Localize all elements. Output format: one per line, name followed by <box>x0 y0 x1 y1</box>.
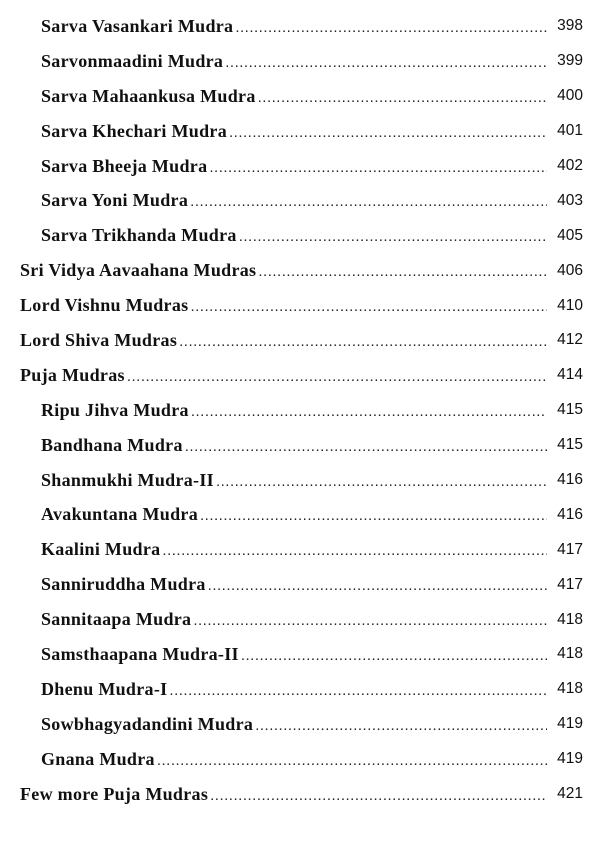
toc-entry[interactable] <box>0 672 600 707</box>
toc-entry-page-number: 418 <box>557 680 583 698</box>
toc-entry-page-number: 415 <box>557 436 583 454</box>
toc-entry-page-number: 401 <box>557 122 583 140</box>
toc-entry-page-number: 402 <box>557 157 583 174</box>
toc-entry[interactable] <box>0 79 600 114</box>
dot-leader <box>255 717 547 734</box>
dot-leader <box>179 333 547 350</box>
toc-entry-title: Sarva Yoni Mudra <box>41 190 189 211</box>
toc-entry-page-number: 417 <box>557 540 583 558</box>
toc-entry[interactable] <box>0 323 600 358</box>
toc-entry-title: Sarva Bheeja Mudra <box>41 155 208 176</box>
toc-entry[interactable] <box>0 114 600 149</box>
dot-leader <box>229 124 547 141</box>
dot-leader <box>241 647 547 664</box>
toc-entry-page-number: 416 <box>557 471 583 489</box>
toc-entry-title: Lord Shiva Mudras <box>20 329 178 350</box>
toc-entry[interactable] <box>0 707 600 742</box>
dot-leader <box>216 473 547 490</box>
toc-entry-title: Sarva Khechari Mudra <box>41 120 227 141</box>
toc-entry[interactable] <box>0 183 600 218</box>
dot-leader <box>210 787 547 804</box>
toc-entry-title: Puja Mudras <box>20 364 125 385</box>
toc-entry-page-number: 412 <box>557 331 583 349</box>
toc-entry-title: Bandhana Mudra <box>41 434 183 455</box>
toc-entry-title: Gnana Mudra <box>41 748 155 769</box>
toc-entry[interactable] <box>0 149 600 184</box>
toc-entry-title: Avakuntana Mudra <box>41 504 198 525</box>
dot-leader <box>193 612 547 629</box>
toc-entry-title: Sri Vidya Aavaahana Mudras <box>20 260 257 281</box>
toc-entry-page-number: 418 <box>557 610 583 628</box>
toc-entry-title: Sarva Vasankari Mudra <box>41 15 234 36</box>
toc-entry[interactable] <box>0 602 600 637</box>
toc-entry-page-number: 418 <box>557 645 583 663</box>
toc-entry-title: Kaalini Mudra <box>41 539 161 560</box>
toc-entry-title: Sarvonmaadini Mudra <box>41 50 224 71</box>
toc-entry[interactable] <box>0 253 600 288</box>
dot-leader <box>127 368 547 385</box>
dot-leader <box>258 89 547 106</box>
toc-entry-title: Few more Puja Mudras <box>20 783 209 804</box>
toc-entry[interactable] <box>0 497 600 532</box>
toc-entry[interactable] <box>0 428 600 463</box>
toc-entry-page-number: 410 <box>557 296 583 314</box>
dot-leader <box>157 752 547 769</box>
toc-entry[interactable] <box>0 567 600 602</box>
toc-entry-page-number: 403 <box>557 191 583 209</box>
toc-entry-page-number: 419 <box>557 750 583 768</box>
dot-leader <box>185 438 547 455</box>
toc-entry-page-number: 405 <box>557 226 583 244</box>
dot-leader <box>169 682 547 699</box>
toc-entry[interactable] <box>0 637 600 672</box>
toc-entry[interactable] <box>0 218 600 253</box>
toc-entry-page-number: 400 <box>557 87 583 105</box>
dot-leader <box>191 403 547 420</box>
table-of-contents <box>0 9 600 811</box>
toc-entry-page-number: 419 <box>557 715 583 733</box>
toc-entry-page-number: 399 <box>557 52 583 70</box>
toc-entry-title: Sarva Mahaankusa Mudra <box>41 85 256 106</box>
dot-leader <box>162 542 547 559</box>
toc-entry-page-number: 406 <box>557 261 583 279</box>
dot-leader <box>225 54 547 71</box>
toc-entry-page-number: 398 <box>557 17 583 35</box>
dot-leader <box>200 507 547 524</box>
toc-entry-title: Sannitaapa Mudra <box>41 609 192 630</box>
toc-entry-page-number: 421 <box>557 785 583 803</box>
dot-leader <box>239 228 547 245</box>
dot-leader <box>208 577 547 594</box>
toc-entry-title: Lord Vishnu Mudras <box>20 295 189 316</box>
toc-entry[interactable] <box>0 742 600 777</box>
toc-entry[interactable] <box>0 393 600 428</box>
toc-entry-title: Sowbhagyadandini Mudra <box>41 713 254 734</box>
toc-entry-title: Samsthaapana Mudra-II <box>41 643 239 664</box>
toc-entry-title: Shanmukhi Mudra-II <box>41 469 214 490</box>
toc-entry[interactable] <box>0 44 600 79</box>
toc-entry-title: Dhenu Mudra-I <box>41 678 168 699</box>
toc-entry[interactable] <box>0 777 600 812</box>
toc-entry-page-number: 416 <box>557 505 583 523</box>
dot-leader <box>190 193 547 210</box>
toc-entry-title: Sanniruddha Mudra <box>41 574 206 595</box>
dot-leader <box>258 263 547 280</box>
toc-entry[interactable] <box>0 358 600 393</box>
toc-entry-title: Ripu Jihva Mudra <box>41 399 189 420</box>
toc-entry[interactable] <box>0 288 600 323</box>
toc-entry[interactable] <box>0 532 600 567</box>
dot-leader <box>209 159 547 176</box>
dot-leader <box>190 298 547 315</box>
dot-leader <box>235 19 547 36</box>
toc-entry-page-number: 415 <box>557 401 583 419</box>
toc-entry[interactable] <box>0 9 600 44</box>
toc-entry-page-number: 417 <box>557 575 583 593</box>
toc-entry[interactable] <box>0 463 600 498</box>
toc-entry-page-number: 414 <box>557 366 583 384</box>
toc-entry-title: Sarva Trikhanda Mudra <box>41 225 237 246</box>
